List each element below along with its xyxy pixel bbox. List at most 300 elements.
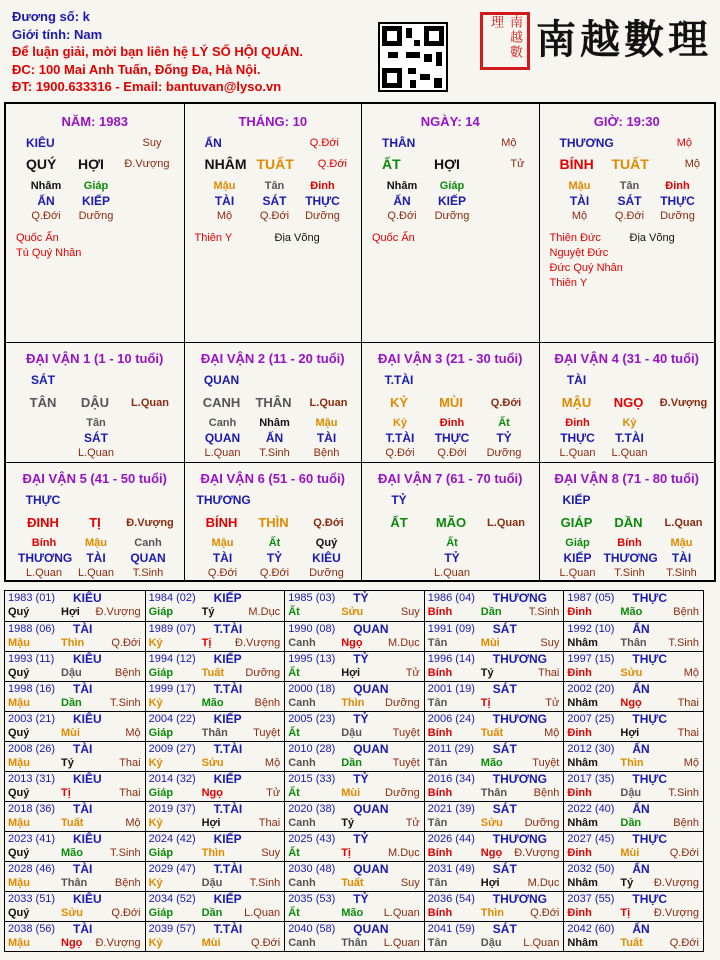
year-row xyxy=(5,591,703,621)
year-stem: Bính xyxy=(427,787,453,799)
star: Nguyệt Đức xyxy=(549,247,609,259)
year-label: 2034 (52) xyxy=(148,893,196,905)
year-god: ẤN xyxy=(632,742,650,756)
pillar-title: GIỜ: 19:30 xyxy=(593,114,660,129)
hidden-state: Mộ xyxy=(571,210,588,222)
year-branch: Ngọ xyxy=(61,937,83,949)
year-label: 2027 (45) xyxy=(567,833,615,845)
year-cell[interactable] xyxy=(5,802,145,831)
hidden-state: Q.Đới xyxy=(259,210,290,222)
dai-van-stem: TÂN xyxy=(29,395,57,410)
pillar-row xyxy=(6,104,714,342)
hidden-god: T.TÀI xyxy=(385,431,415,445)
pillar-stem: BÍNH xyxy=(559,156,594,172)
year-cell[interactable] xyxy=(145,772,285,801)
year-state: Thai xyxy=(537,667,560,679)
year-state: Đ.Vượng xyxy=(653,877,699,889)
year-stem: Quý xyxy=(8,847,30,859)
year-state: M.Dục xyxy=(388,637,420,649)
star: Đức Quý Nhân xyxy=(549,262,623,274)
qr-code[interactable] xyxy=(378,22,448,92)
year-branch: Hợi xyxy=(341,667,361,679)
year-state: T.Sinh xyxy=(249,877,281,889)
year-cell[interactable] xyxy=(563,712,703,741)
year-branch: Thân xyxy=(61,877,88,889)
year-stem: Giáp xyxy=(148,847,174,859)
year-god: SÁT xyxy=(492,622,517,636)
year-branch: Thìn xyxy=(341,697,365,709)
year-cell[interactable] xyxy=(563,802,703,831)
year-label: 1996 (14) xyxy=(427,653,475,665)
year-state: Mộ xyxy=(683,757,699,769)
year-branch: Ngọ xyxy=(341,637,363,649)
year-branch: Tý xyxy=(201,606,215,618)
year-cell[interactable] xyxy=(563,892,703,921)
year-stem: Mậu xyxy=(8,637,30,649)
year-state: Q.Đới xyxy=(111,907,141,919)
year-stem: Giáp xyxy=(148,787,174,799)
contact-line: Để luận giải, mời bạn liên hệ LÝ SỐ HỘI QUÁN. xyxy=(12,44,303,60)
hidden-god: TÀI xyxy=(671,551,692,565)
year-stem: Quý xyxy=(8,727,30,739)
dai-van-cell xyxy=(539,463,715,580)
year-branch: Mão xyxy=(480,757,503,769)
year-state: Q.Đới xyxy=(111,637,141,649)
year-god: THƯƠNG xyxy=(492,652,547,666)
year-label: 1987 (05) xyxy=(567,592,615,604)
hidden-god: THỰC xyxy=(660,194,695,208)
dai-van-title: ĐẠI VẬN 1 (1 - 10 tuổi) xyxy=(26,351,164,366)
year-cell[interactable] xyxy=(563,832,703,861)
year-god: THỰC xyxy=(632,591,667,605)
dai-van-title: ĐẠI VẬN 4 (31 - 40 tuổi) xyxy=(554,351,699,366)
year-label: 2041 (59) xyxy=(427,923,475,935)
year-branch: Tị xyxy=(61,787,71,799)
year-branch: Thìn xyxy=(201,847,225,859)
year-label: 2017 (35) xyxy=(567,773,615,785)
year-cell[interactable] xyxy=(5,682,145,711)
year-god: SÁT xyxy=(492,922,517,936)
year-state: Bệnh xyxy=(114,877,141,889)
year-state: Mộ xyxy=(544,727,560,739)
hidden-god: SÁT xyxy=(262,194,287,208)
year-stem: Ất xyxy=(288,787,300,799)
hidden-stem: Bính xyxy=(617,537,642,549)
year-branch: Tị xyxy=(620,907,631,919)
dai-van-row-2 xyxy=(6,462,714,580)
year-god: TÀI xyxy=(73,862,93,876)
dai-van-title: ĐẠI VẬN 6 (51 - 60 tuổi) xyxy=(200,471,345,486)
year-cell[interactable] xyxy=(424,892,564,921)
year-stem: Nhâm xyxy=(567,757,598,769)
year-branch: Dần xyxy=(61,697,82,709)
year-label: 2025 (43) xyxy=(288,833,336,845)
year-cell[interactable] xyxy=(563,772,703,801)
year-god: THƯƠNG xyxy=(492,712,547,726)
year-state: Tuyệt xyxy=(532,757,560,769)
year-god: ẤN xyxy=(632,862,650,876)
year-cell[interactable] xyxy=(5,892,145,921)
year-state: Suy xyxy=(400,877,420,889)
year-cell[interactable] xyxy=(145,622,285,651)
year-stem: Bính xyxy=(427,727,453,739)
year-god: THƯƠNG xyxy=(492,832,547,846)
year-state: M.Dục xyxy=(527,877,560,889)
year-cell[interactable] xyxy=(145,892,285,921)
year-stem: Tân xyxy=(427,637,448,649)
dai-van-branch: DẬU xyxy=(80,395,110,410)
dai-van-god: THƯƠNG xyxy=(196,493,251,507)
year-god: KIẾP xyxy=(213,772,242,786)
hidden-god: THƯƠNG xyxy=(18,551,73,565)
year-state: L.Quan xyxy=(383,937,420,949)
year-label: 1990 (08) xyxy=(288,623,336,635)
hidden-stem: Canh xyxy=(134,537,162,549)
year-row xyxy=(5,621,703,651)
hidden-stem: Mậu xyxy=(211,537,234,549)
year-label: 2038 (56) xyxy=(8,923,56,935)
year-cell[interactable] xyxy=(145,832,285,861)
dai-van-stem: KỶ xyxy=(389,395,409,410)
year-cell[interactable] xyxy=(563,862,703,891)
year-stem: Ất xyxy=(288,907,300,919)
year-cell[interactable] xyxy=(5,622,145,651)
year-god: ẤN xyxy=(632,622,650,636)
year-cell[interactable] xyxy=(284,892,424,921)
year-label: 1997 (15) xyxy=(567,653,615,665)
hidden-state: Dưỡng xyxy=(78,210,114,222)
chart-grid xyxy=(4,102,716,582)
year-cell[interactable] xyxy=(284,742,424,771)
dai-van-branch: MÃO xyxy=(435,515,467,530)
year-cell[interactable] xyxy=(145,742,285,771)
year-cell[interactable] xyxy=(563,591,703,621)
hidden-state: Mộ xyxy=(216,210,233,222)
year-branch: Mùi xyxy=(480,637,500,649)
year-cell[interactable] xyxy=(563,622,703,651)
year-god: ẤN xyxy=(632,922,650,936)
star: Thiên Y xyxy=(194,232,233,244)
year-god: T.TÀI xyxy=(213,682,243,696)
year-cell[interactable] xyxy=(5,742,145,771)
year-god: KIẾP xyxy=(213,652,242,666)
year-label: 1999 (17) xyxy=(148,683,196,695)
pillar-god: ẤN xyxy=(204,136,222,150)
year-stem: Đinh xyxy=(567,727,592,739)
year-cell[interactable] xyxy=(5,591,145,621)
year-stem: Mậu xyxy=(8,697,30,709)
year-table xyxy=(4,590,704,952)
year-god: TỶ xyxy=(353,591,369,605)
hidden-god: T.TÀI xyxy=(615,431,644,445)
year-state: T.Sinh xyxy=(110,697,141,709)
hidden-state: Dưỡng xyxy=(486,447,522,459)
pillar-stem: QUÝ xyxy=(26,156,57,172)
hidden-state: Q.Đới xyxy=(31,210,61,222)
hidden-stem: Đinh xyxy=(665,180,690,192)
year-stem: Bính xyxy=(427,667,453,679)
dai-van-god: TÀI xyxy=(566,373,587,387)
star: Quốc Ấn xyxy=(372,232,415,244)
year-cell[interactable] xyxy=(424,682,564,711)
year-cell[interactable] xyxy=(424,742,564,771)
dai-van-cell xyxy=(184,463,362,580)
year-cell[interactable] xyxy=(5,862,145,891)
year-cell[interactable] xyxy=(284,652,424,681)
year-branch: Tý xyxy=(341,817,355,829)
year-god: THƯƠNG xyxy=(492,591,547,605)
dai-van-title: ĐẠI VẬN 7 (61 - 70 tuổi) xyxy=(378,471,523,486)
year-stem: Kỷ xyxy=(148,937,163,949)
year-label: 2028 (46) xyxy=(8,863,56,875)
year-cell[interactable] xyxy=(563,922,703,951)
hidden-god: KIÊU xyxy=(312,551,341,565)
year-cell[interactable] xyxy=(5,652,145,681)
year-branch: Tuất xyxy=(341,877,364,889)
year-state: Bệnh xyxy=(254,697,281,709)
year-state: Dưỡng xyxy=(245,667,281,679)
year-branch: Tị xyxy=(201,637,212,649)
year-row xyxy=(5,891,703,921)
year-state: Thai xyxy=(119,787,141,799)
year-cell[interactable] xyxy=(284,802,424,831)
year-stem: Canh xyxy=(288,637,316,649)
year-stem: Canh xyxy=(288,697,316,709)
year-state: Mộ xyxy=(125,817,141,829)
year-label: 2007 (25) xyxy=(567,713,615,725)
hidden-state: Q.Đới xyxy=(614,210,645,222)
year-label: 2033 (51) xyxy=(8,893,56,905)
pillar-branch: HỢI xyxy=(78,156,104,172)
hidden-stem: Giáp xyxy=(439,180,465,192)
year-cell[interactable] xyxy=(145,652,285,681)
dai-van-branch: THÌN xyxy=(258,515,289,530)
pillar-branch: TUẤT xyxy=(611,156,649,172)
year-cell[interactable] xyxy=(563,682,703,711)
year-branch: Dậu xyxy=(61,667,82,679)
year-label: 1992 (10) xyxy=(567,623,615,635)
year-branch: Tý xyxy=(61,757,74,769)
hidden-stem: Mậu xyxy=(568,180,591,192)
year-cell[interactable] xyxy=(424,922,564,951)
year-god: KIẾP xyxy=(213,712,242,726)
hidden-state: T.Sinh xyxy=(259,447,290,459)
pillar-title: NGÀY: 14 xyxy=(420,114,480,129)
hidden-stem: Giáp xyxy=(83,180,109,192)
hidden-god: TÀI xyxy=(212,551,233,565)
year-cell[interactable] xyxy=(145,922,285,951)
hidden-stem: Tân xyxy=(619,180,640,192)
year-branch: Thìn xyxy=(61,637,85,649)
year-state: Bệnh xyxy=(114,667,141,679)
hidden-state: L.Quan xyxy=(611,447,648,459)
dai-van-stem: MẬU xyxy=(561,395,592,410)
hidden-stem: Đinh xyxy=(439,417,465,429)
year-god: THỰC xyxy=(632,712,667,726)
year-state: Đ.Vượng xyxy=(653,907,699,919)
year-branch: Hợi xyxy=(201,817,221,829)
year-cell[interactable] xyxy=(284,712,424,741)
year-label: 2023 (41) xyxy=(8,833,56,845)
year-state: Đ.Vượng xyxy=(95,937,141,949)
year-state: Thai xyxy=(677,697,699,709)
year-cell[interactable] xyxy=(284,682,424,711)
year-state: Đ.Vượng xyxy=(514,847,560,859)
year-god: QUAN xyxy=(353,922,389,936)
year-stem: Bính xyxy=(427,606,453,618)
hidden-stem: Canh xyxy=(208,417,237,429)
year-cell[interactable] xyxy=(424,622,564,651)
year-label: 1985 (03) xyxy=(288,592,336,604)
year-stem: Bính xyxy=(427,907,453,919)
hidden-state: Q.Đới xyxy=(207,567,238,579)
year-label: 2039 (57) xyxy=(148,923,196,935)
dai-van-god: QUAN xyxy=(203,373,240,387)
year-cell[interactable] xyxy=(284,591,424,621)
hidden-stem: Nhâm xyxy=(259,417,290,429)
year-label: 1986 (04) xyxy=(427,592,475,604)
year-state: Đ.Vượng xyxy=(235,637,281,649)
hidden-state: Dưỡng xyxy=(660,210,695,222)
year-state: Suy xyxy=(261,847,281,859)
dai-van-cell xyxy=(6,463,184,580)
year-state: L.Quan xyxy=(383,907,420,919)
year-cell[interactable] xyxy=(424,712,564,741)
year-stem: Giáp xyxy=(148,606,174,618)
hidden-state: Q.Đới xyxy=(385,447,415,459)
year-cell[interactable] xyxy=(145,712,285,741)
year-cell[interactable] xyxy=(424,772,564,801)
year-stem: Tân xyxy=(427,817,448,829)
year-cell[interactable] xyxy=(284,772,424,801)
year-cell[interactable] xyxy=(145,802,285,831)
hidden-state: L.Quan xyxy=(25,567,63,579)
year-row xyxy=(5,861,703,891)
year-row xyxy=(5,771,703,801)
year-god: SÁT xyxy=(492,802,517,816)
year-cell[interactable] xyxy=(424,832,564,861)
hidden-stem: Đinh xyxy=(310,180,335,192)
dai-van-god: THỰC xyxy=(25,493,61,507)
dai-van-cell xyxy=(361,463,539,580)
year-branch: Dần xyxy=(480,606,502,618)
dai-van-god: SÁT xyxy=(31,373,55,387)
year-cell[interactable] xyxy=(145,591,285,621)
year-label: 2040 (58) xyxy=(288,923,336,935)
year-state: Mộ xyxy=(125,727,141,739)
dai-van-god: T.TÀI xyxy=(384,373,414,387)
star: Địa Võng xyxy=(629,232,675,244)
hidden-state: L.Quan xyxy=(433,567,471,579)
pillar-cell xyxy=(539,104,715,342)
year-cell[interactable] xyxy=(5,832,145,861)
year-branch: Sửu xyxy=(61,907,84,919)
year-stem: Nhâm xyxy=(567,877,598,889)
year-branch: Tuất xyxy=(480,727,504,739)
year-branch: Tuất xyxy=(61,817,84,829)
year-cell[interactable] xyxy=(5,712,145,741)
year-branch: Tý xyxy=(620,877,634,889)
dai-van-row-1 xyxy=(6,342,714,462)
year-state: Tử xyxy=(405,667,420,679)
year-cell[interactable] xyxy=(284,622,424,651)
year-branch: Thìn xyxy=(480,907,504,919)
year-row xyxy=(5,921,703,951)
year-state: Tử xyxy=(266,787,281,799)
year-label: 2030 (48) xyxy=(288,863,336,875)
star: Thiên Đức xyxy=(549,232,601,244)
year-cell[interactable] xyxy=(424,802,564,831)
hidden-god: KIẾP xyxy=(437,194,466,208)
year-god: KIẾP xyxy=(213,832,242,846)
year-stem: Kỷ xyxy=(148,637,163,649)
pillar-stem: ẤT xyxy=(382,156,401,172)
year-god: QUAN xyxy=(353,742,389,756)
year-cell[interactable] xyxy=(563,652,703,681)
year-god: TÀI xyxy=(73,922,93,936)
hidden-stem: Tân xyxy=(86,417,106,429)
year-state: Bệnh xyxy=(533,787,560,799)
year-cell[interactable] xyxy=(424,591,564,621)
year-label: 1993 (11) xyxy=(8,653,55,665)
year-state: Tuyệt xyxy=(392,757,420,769)
dai-van-branch: NGỌ xyxy=(613,395,644,410)
year-row xyxy=(5,801,703,831)
year-label: 1998 (16) xyxy=(8,683,56,695)
year-branch: Mùi xyxy=(341,787,361,799)
year-branch: Sửu xyxy=(480,817,503,829)
hidden-state: L.Quan xyxy=(559,567,596,579)
year-cell[interactable] xyxy=(284,862,424,891)
year-cell[interactable] xyxy=(5,772,145,801)
year-stem: Đinh xyxy=(567,606,592,618)
year-stem: Nhâm xyxy=(567,937,598,949)
year-stem: Tân xyxy=(427,937,448,949)
year-stem: Tân xyxy=(427,877,448,889)
year-cell[interactable] xyxy=(5,922,145,951)
hidden-state: Bệnh xyxy=(313,447,340,459)
year-row xyxy=(5,711,703,741)
hidden-state: L.Quan xyxy=(204,447,241,459)
dai-van-cell xyxy=(6,343,184,462)
hidden-god: QUAN xyxy=(130,551,166,565)
year-cell[interactable] xyxy=(563,742,703,771)
year-god: KIÊU xyxy=(73,652,102,666)
year-cell[interactable] xyxy=(284,922,424,951)
dai-van-state: L.Quan xyxy=(487,517,525,529)
hidden-god: TỶ xyxy=(496,431,512,445)
year-cell[interactable] xyxy=(145,862,285,891)
year-state: Q.Đới xyxy=(669,937,699,949)
year-label: 2010 (28) xyxy=(288,743,336,755)
year-god: QUAN xyxy=(353,862,389,876)
year-cell[interactable] xyxy=(145,682,285,711)
year-stem: Tân xyxy=(427,697,448,709)
year-stem: Kỷ xyxy=(148,817,163,829)
year-cell[interactable] xyxy=(424,862,564,891)
year-label: 2020 (38) xyxy=(288,803,336,815)
hidden-god: TÀI xyxy=(214,194,235,208)
year-stem: Quý xyxy=(8,787,30,799)
year-cell[interactable] xyxy=(424,652,564,681)
year-god: T.TÀI xyxy=(213,862,243,876)
dai-van-stem: ẤT xyxy=(390,515,408,530)
year-god: KIÊU xyxy=(73,591,102,605)
year-branch: Mùi xyxy=(201,937,221,949)
year-cell[interactable] xyxy=(284,832,424,861)
hidden-god: ẤN xyxy=(265,431,284,445)
year-branch: Mão xyxy=(620,606,643,618)
